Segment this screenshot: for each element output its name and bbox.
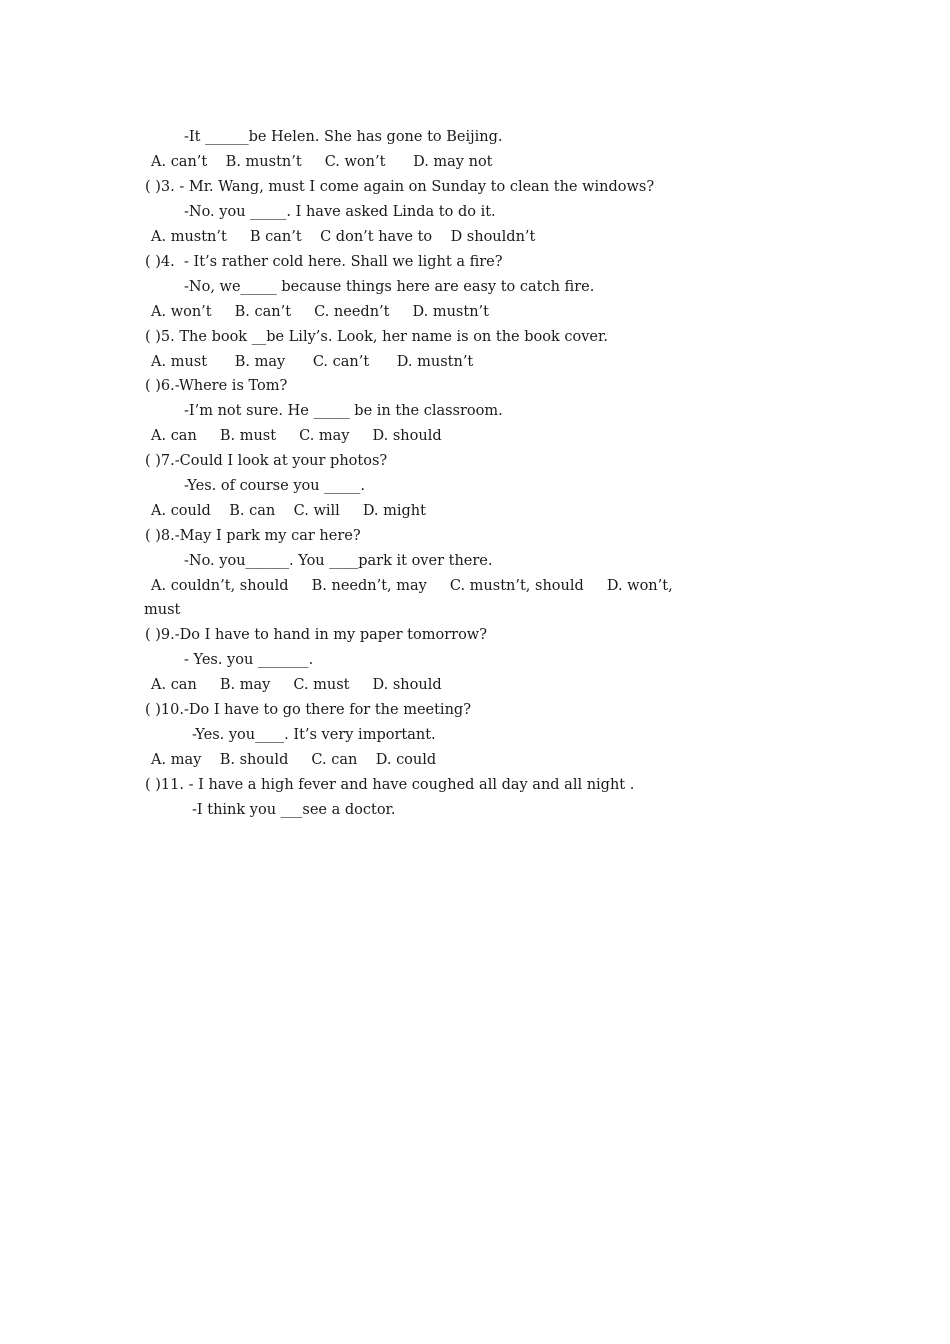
q8-options: A. couldn’t, should B. needn’t, may C. mustn’t, should D. won’t, <box>151 578 673 594</box>
q3-question: ( )3. - Mr. Wang, must I come again on Sunday to clean the windows? <box>145 179 655 195</box>
q7-answer-line: -Yes. of course you _____. <box>184 478 366 494</box>
q10-question: ( )10.-Do I have to go there for the meeting? <box>145 702 471 718</box>
q6-options: A. can B. must C. may D. should <box>151 428 442 444</box>
q10-answer-line: -Yes. you____. It’s very important. <box>192 727 436 743</box>
q11-answer-line: -I think you ___see a doctor. <box>192 802 396 818</box>
q2-answer-line: -It ______be Helen. She has gone to Beijing. <box>184 129 503 145</box>
q11-question: ( )11. - I have a high fever and have coughed all day and all night . <box>145 777 635 793</box>
q9-answer-line: - Yes. you _______. <box>184 652 314 668</box>
q4-answer-line: -No, we_____ because things here are easy to catch fire. <box>184 279 595 295</box>
q3-answer-line: -No. you _____. I have asked Linda to do it. <box>184 204 496 220</box>
q3-options: A. mustn’t B can’t C don’t have to D shouldn’t <box>151 229 536 245</box>
q8-answer-line: -No. you______. You ____park it over there. <box>184 553 493 569</box>
q7-question: ( )7.-Could I look at your photos? <box>145 453 388 469</box>
q6-question: ( )6.-Where is Tom? <box>145 378 288 394</box>
q5-options: A. must B. may C. can’t D. mustn’t <box>151 354 474 370</box>
q9-question: ( )9.-Do I have to hand in my paper tomorrow? <box>145 627 487 643</box>
q4-question: ( )4. - It’s rather cold here. Shall we light a fire? <box>145 254 503 270</box>
q5-question: ( )5. The book __be Lily’s. Look, her name is on the book cover. <box>145 329 608 345</box>
q8-options-wrap: must <box>144 602 181 618</box>
q9-options: A. can B. may C. must D. should <box>151 677 442 693</box>
q8-question: ( )8.-May I park my car here? <box>145 528 361 544</box>
q4-options: A. won’t B. can’t C. needn’t D. mustn’t <box>151 304 489 320</box>
q7-options: A. could B. can C. will D. might <box>151 503 426 519</box>
q10-options: A. may B. should C. can D. could <box>151 752 437 768</box>
q2-options: A. can’t B. mustn’t C. won’t D. may not <box>151 154 493 170</box>
q6-answer-line: -I’m not sure. He _____ be in the classroom. <box>184 403 503 419</box>
